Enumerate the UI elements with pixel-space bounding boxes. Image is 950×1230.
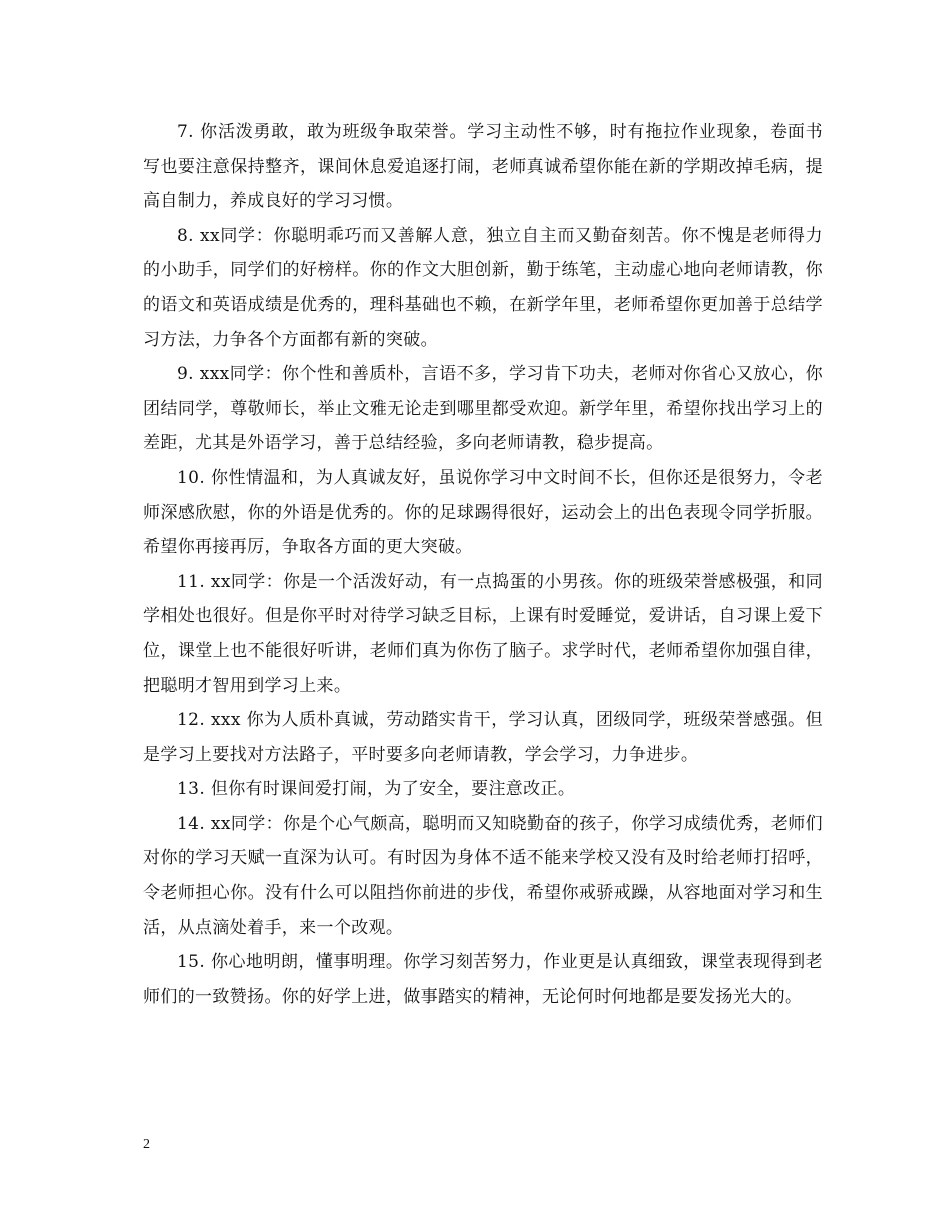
body-text bbox=[143, 115, 823, 1014]
paragraph-10: 10. 你性情温和，为人真诚友好，虽说你学习中文时间不长，但你还是很努力，令老师深感欣慰，你的外语是优秀的。你的足球踢得很好，运动会上的出色表现令同学折服。希望你再接再厉，争取各方面的更大突破。 bbox=[143, 467, 823, 558]
paragraph-7: 7. 你活泼勇敢，敢为班级争取荣誉。学习主动性不够，时有拖拉作业现象，卷面书写也要注意保持整齐，课间休息爱追逐打闹，老师真诚希望你能在新的学期改掉毛病，提高自制力，养成良好的学习习惯。 bbox=[143, 122, 823, 212]
paragraph-11: 11. xx同学：你是一个活泼好动，有一点捣蛋的小男孩。你的班级荣誉感极强，和同学相处也很好。但是你平时对待学习缺乏目标，上课有时爱睡觉，爱讲话，自习课上爱下位，课堂上也不能很好听讲，老师们真为你伤了脑子。求学时代，老师希望你加强自律，把聪明才智用到学习上来。 bbox=[143, 571, 823, 696]
page-number: 2 bbox=[143, 1137, 150, 1152]
paragraph-15: 15. 你心地明朗，懂事明理。你学习刻苦努力，作业更是认真细致，课堂表现得到老师们的一致赞扬。你的好学上进，做事踏实的精神，无论何时何地都是要发扬光大的。 bbox=[143, 952, 823, 1007]
paragraph-14: 14. xx同学：你是个心气颇高，聪明而又知晓勤奋的孩子，你学习成绩优秀，老师们对你的学习天赋一直深为认可。有时因为身体不适不能来学校又没有及时给老师打招呼，令老师担心你。没有什么可以阻挡你前进的步伐，希望你戒骄戒躁，从容地面对学习和生活，从点滴处着手，来一个改观。 bbox=[143, 813, 823, 938]
paragraph-9: 9. xxx同学：你个性和善质朴，言语不多，学习肯下功夫，老师对你省心又放心，你团结同学，尊敬师长，举止文雅无论走到哪里都受欢迎。新学年里，希望你找出学习上的差距，尤其是外语学习，善于总结经验，多向老师请教，稳步提高。 bbox=[143, 364, 823, 454]
paragraph-13: 13. 但你有时课间爱打闹，为了安全，要注意改正。 bbox=[177, 779, 576, 800]
paragraph-12: 12. xxx 你为人质朴真诚，劳动踏实肯干，学习认真，团级同学，班级荣誉感强。但是学习上要找对方法路子，平时要多向老师请教，学会学习，力争进步。 bbox=[143, 710, 823, 765]
paragraph-8: 8. xx同学：你聪明乖巧而又善解人意，独立自主而又勤奋刻苦。你不愧是老师得力的小助手，同学们的好榜样。你的作文大胆创新，勤于练笔，主动虚心地向老师请教，你的语文和英语成绩是优秀的，理科基础也不赖，在新学年里，老师希望你更加善于总结学习方法，力争各个方面都有新的突破。 bbox=[143, 225, 823, 350]
